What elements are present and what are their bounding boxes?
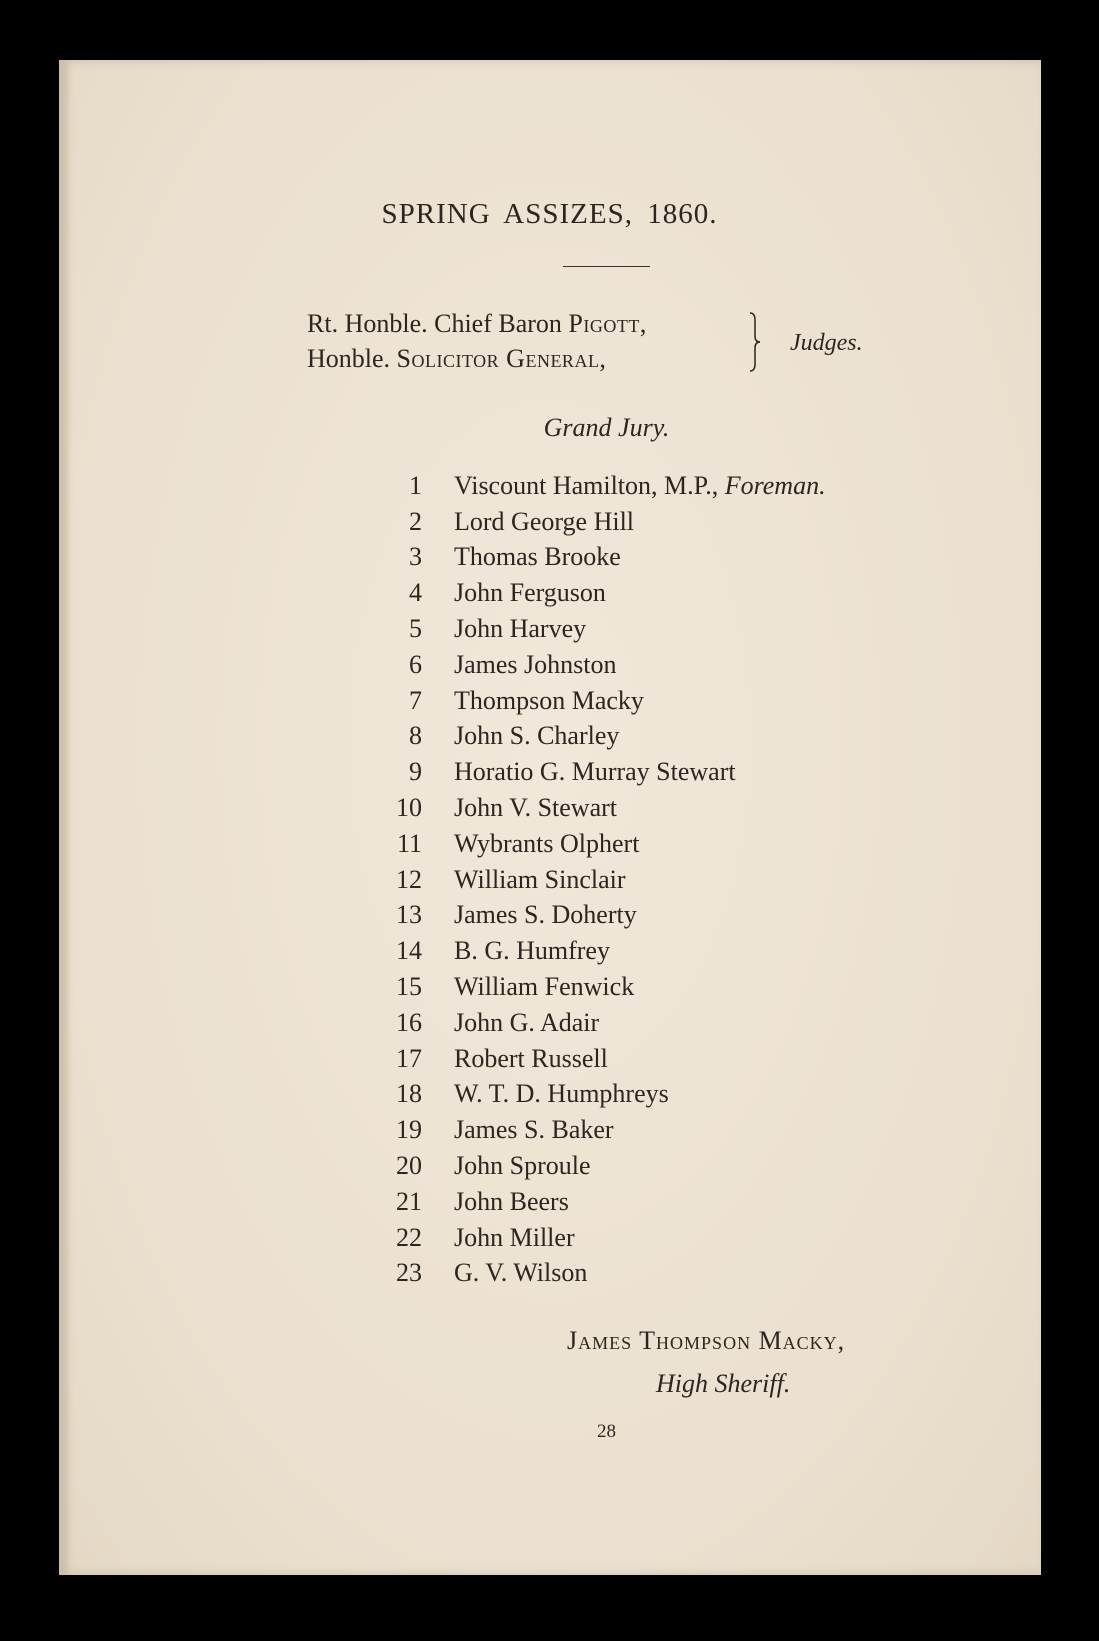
- jury-member-name: Lord George Hill: [454, 506, 635, 536]
- brace-icon: [748, 312, 762, 372]
- sheriff-title: High Sheriff.: [656, 1369, 791, 1398]
- jury-member-name: G. V. Wilson: [454, 1258, 588, 1288]
- jury-member-name: W. T. D. Humphreys: [454, 1079, 669, 1109]
- jury-member-number: 11: [396, 828, 422, 858]
- jury-member-name: Wybrants Olphert: [454, 828, 640, 858]
- jury-member-name: John V. Stewart: [454, 793, 617, 823]
- jury-member-name: William Fenwick: [454, 972, 635, 1002]
- jury-member-number: 22: [396, 1222, 422, 1252]
- jury-member-number: 5: [409, 614, 422, 644]
- jury-member-role: Foreman.: [724, 470, 826, 500]
- jury-member-name: Horatio G. Murray Stewart: [454, 757, 736, 787]
- jury-member: [360, 826, 826, 862]
- jury-member-name: William Sinclair: [454, 864, 626, 894]
- judge-line-1: [307, 309, 647, 339]
- jury-member-name: John Harvey: [454, 614, 587, 644]
- jury-member: [360, 933, 826, 969]
- jury-member-name: Viscount Hamilton, M.P.,: [454, 470, 725, 500]
- jury-member: [360, 540, 826, 576]
- jury-member: [360, 1041, 826, 1077]
- jury-member-number: 7: [409, 685, 422, 715]
- jury-member: [360, 504, 826, 540]
- jury-member: [360, 790, 826, 826]
- jury-member-name: John Beers: [454, 1186, 569, 1216]
- judge-1-prefix: Rt. Honble. Chief Baron: [307, 309, 569, 338]
- jury-member: [360, 611, 826, 647]
- jury-member-name: Thomas Brooke: [454, 542, 621, 572]
- jury-member-number: 10: [396, 793, 422, 823]
- judge-1-name: Pigott,: [568, 309, 647, 338]
- jury-member-number: 16: [396, 1007, 422, 1037]
- jury-member-number: 20: [396, 1151, 422, 1181]
- jury-member-number: 13: [396, 900, 422, 930]
- jury-member: [360, 1077, 826, 1113]
- jury-member: [360, 719, 826, 755]
- page-gutter-shadow: [59, 60, 71, 1575]
- jury-member-number: 12: [396, 864, 422, 894]
- jury-member-name: John Ferguson: [454, 578, 606, 608]
- title-rule: [563, 266, 650, 267]
- jury-member-name: John Sproule: [454, 1151, 591, 1181]
- jury-member-name: James Johnston: [454, 649, 617, 679]
- jury-member-number: 8: [409, 721, 422, 751]
- jury-member: [360, 862, 826, 898]
- jury-member: [360, 969, 826, 1005]
- jury-member: [360, 898, 826, 934]
- grand-jury-heading: Grand Jury.: [543, 413, 670, 442]
- jury-member: [360, 1220, 826, 1256]
- jury-member-number: 3: [409, 542, 422, 572]
- page-title: SPRING ASSIZES, 1860.: [381, 198, 718, 230]
- jury-member: [360, 1005, 826, 1041]
- jury-member-name: Robert Russell: [454, 1043, 608, 1073]
- jury-member: [360, 468, 826, 504]
- jury-member: [360, 1112, 826, 1148]
- jury-member-name: James S. Baker: [454, 1115, 614, 1145]
- judge-2-name: Solicitor General,: [396, 344, 607, 373]
- jury-member: [360, 754, 826, 790]
- jury-member: [360, 575, 826, 611]
- jury-member-number: 18: [396, 1079, 422, 1109]
- jury-member-number: 1: [409, 470, 422, 500]
- jury-member: [360, 1148, 826, 1184]
- jury-member-number: 9: [409, 757, 422, 787]
- jury-member: [360, 1256, 826, 1292]
- jury-member-number: 17: [396, 1043, 422, 1073]
- jury-member-number: 2: [409, 506, 422, 536]
- jury-member-number: 19: [396, 1115, 422, 1145]
- jury-member-number: 23: [396, 1258, 422, 1288]
- jury-member-name: James S. Doherty: [454, 900, 637, 930]
- jury-member-name: John Miller: [454, 1222, 575, 1252]
- jury-member: [360, 683, 826, 719]
- jury-member: [360, 647, 826, 683]
- jury-member-name: John G. Adair: [454, 1007, 600, 1037]
- page-number: 28: [597, 1421, 616, 1442]
- jury-member-number: 21: [396, 1186, 422, 1216]
- judge-line-2: [307, 344, 606, 374]
- jury-member: [360, 1184, 826, 1220]
- jury-member-number: 4: [409, 578, 422, 608]
- jury-member-name: Thompson Macky: [454, 685, 644, 715]
- judge-2-prefix: Honble.: [307, 344, 397, 373]
- jury-list: [360, 468, 826, 1291]
- jury-member-name: John S. Charley: [454, 721, 620, 751]
- jury-member-number: 6: [409, 649, 422, 679]
- sheriff-name: James Thompson Macky,: [567, 1326, 846, 1355]
- jury-member-number: 15: [396, 972, 422, 1002]
- judges-label: Judges.: [790, 330, 863, 356]
- jury-member-name: B. G. Humfrey: [454, 936, 610, 966]
- jury-member-number: 14: [396, 936, 422, 966]
